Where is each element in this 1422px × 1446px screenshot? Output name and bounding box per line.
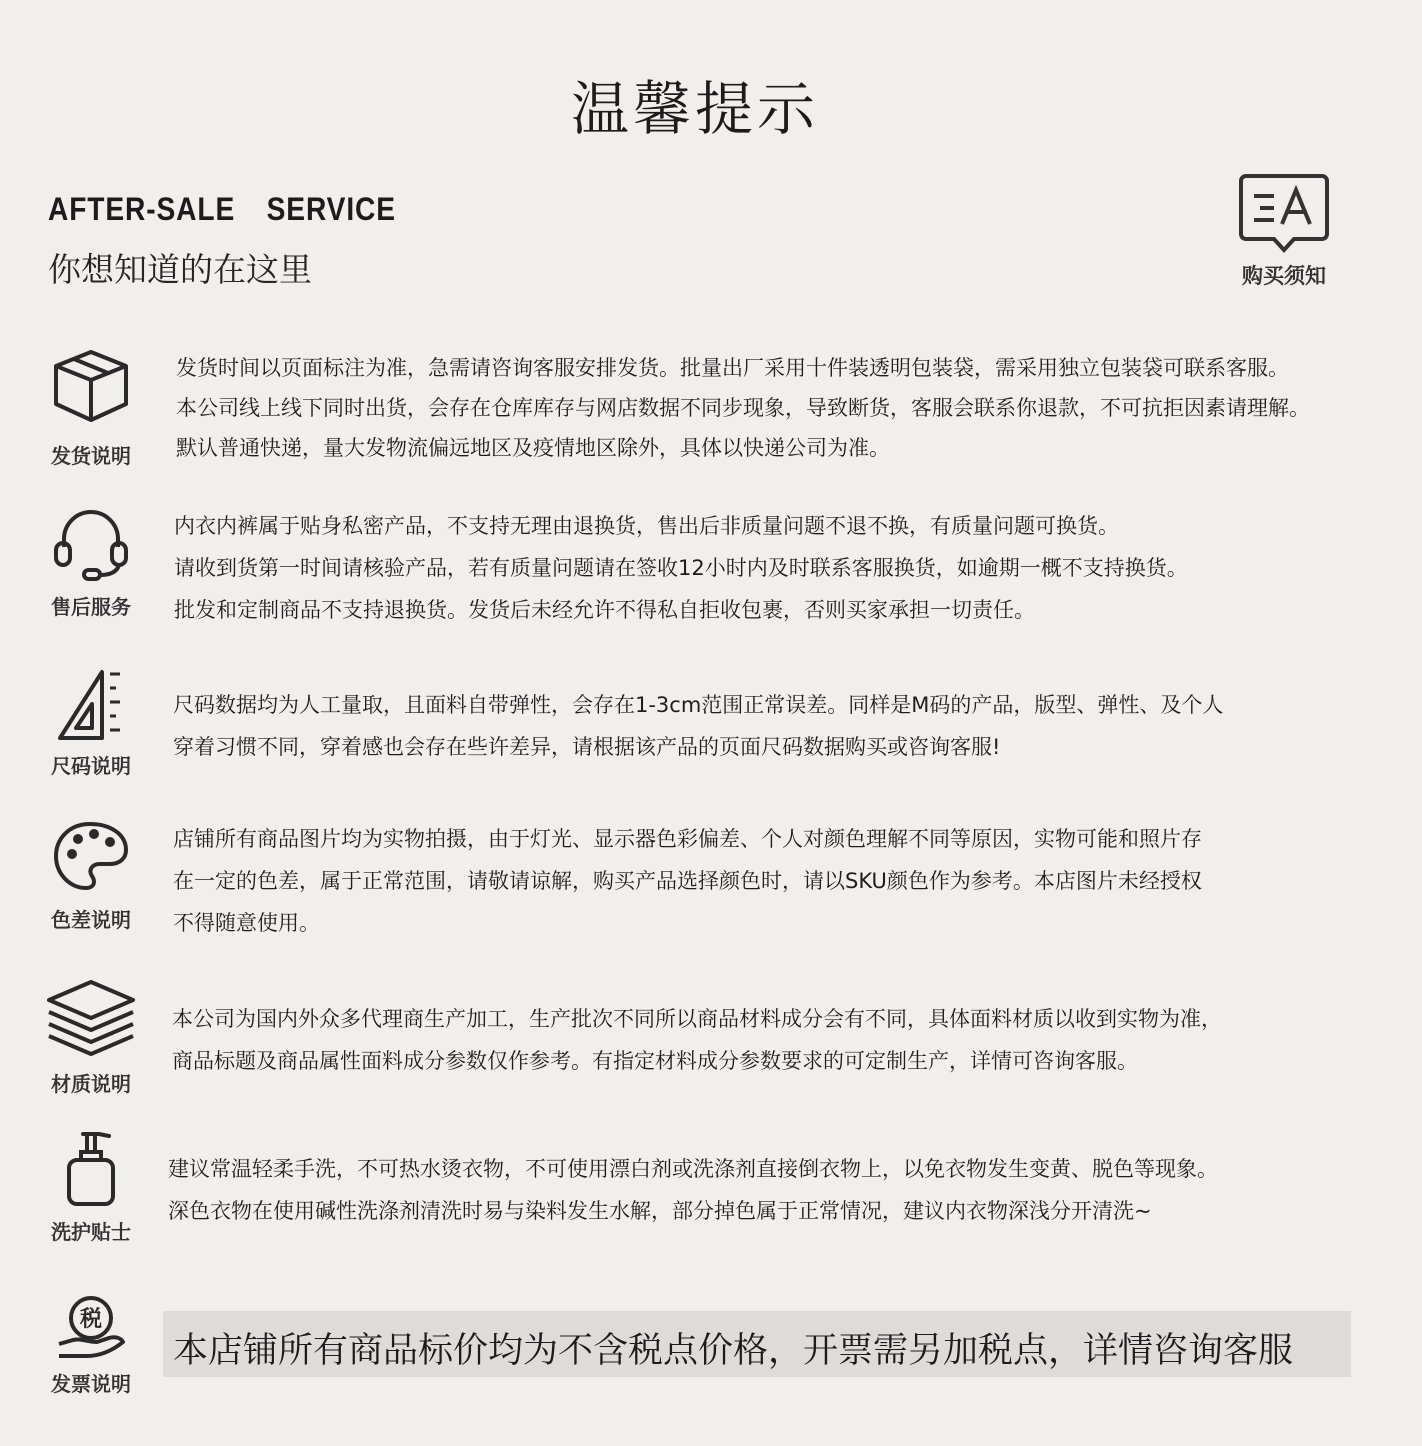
text-line: 不得随意使用。 [173,911,320,935]
text-line: 请收到货第一时间请核验产品，若有质量问题请在签收12小时内及时联系客服换货，如逾期一概不支持换货。 [174,556,1188,580]
section-text [174,505,1188,631]
buy-notice-label: 购买须知 [1242,264,1326,288]
box-icon [50,348,132,424]
english-heading: AFTER-SALE SERVICE [48,191,396,227]
section-label: 洗护贴士 [51,1220,131,1244]
section-text [173,684,1223,768]
section-icon-column [40,1130,142,1244]
text-line: 发货时间以页面标注为准，急需请咨询客服安排发货。批量出厂采用十件装透明包装袋，需采用独立包装袋可联系客服。 [176,356,1289,380]
section-icon-column [40,820,142,932]
section-text [172,998,1222,1082]
chat-bubble-icon [1238,172,1330,254]
text-line: 建议常温轻柔手洗，不可热水烫衣物，不可使用漂白剂或洗涤剂直接倒衣物上，以免衣物发生变黄、脱色等现象。 [168,1157,1218,1181]
section-label: 售后服务 [51,595,131,619]
text-line: 内衣内裤属于贴身私密产品，不支持无理由退换货，售出后非质量问题不退不换，有质量问题可换货。 [174,514,1119,538]
text-line: 店铺所有商品图片均为实物拍摄，由于灯光、显示器色彩偏差、个人对颜色理解不同等原因，实物可能和照片存 [173,827,1202,851]
section-text [173,818,1202,944]
ruler-triangle-icon [56,668,126,742]
section-label: 发货说明 [51,444,131,468]
tax-hand-icon [53,1294,129,1360]
section-icon-column [40,668,142,778]
text-line: 本公司线上线下同时出货，会存在仓库库存与网店数据不同步现象，导致断货，客服会联系你退款，不可抗拒因素请理解。 [176,396,1310,420]
subtitle: 你想知道的在这里 [48,250,312,289]
section-icon-column [40,1294,142,1396]
section-label: 尺码说明 [51,754,131,778]
section-icon-column [40,348,142,468]
palette-icon [52,820,130,892]
section-text [176,348,1310,468]
page-title: 温馨提示 [570,75,819,143]
tax-notice-text: 本店铺所有商品标价均为不含税点价格，开票需另加税点，详情咨询客服 [173,1331,1294,1371]
section-text [168,1148,1218,1232]
section-icon-column [40,507,142,619]
section-icon-column [40,978,142,1096]
tax-notice-banner [163,1311,1351,1377]
text-line: 深色衣物在使用碱性洗涤剂清洗时易与染料发生水解，部分掉色属于正常情况，建议内衣物深浅分开清洗~ [168,1199,1152,1223]
section-label: 色差说明 [51,908,131,932]
text-line: 本公司为国内外众多代理商生产加工，生产批次不同所以商品材料成分会有不同，具体面料材质以收到实物为准， [172,1007,1222,1031]
text-line: 批发和定制商品不支持退换货。发货后未经允许不得私自拒收包裹，否则买家承担一切责任。 [174,598,1035,622]
text-line: 尺码数据均为人工量取，且面料自带弹性，会存在1-3cm范围正常误差。同样是M码的产品，版型、弹性、及个人 [173,693,1224,717]
section-label: 材质说明 [51,1072,131,1096]
layers-icon [45,978,137,1058]
headset-icon [50,507,132,581]
text-line: 在一定的色差，属于正常范围，请敬请谅解，购买产品选择颜色时，请以SKU颜色作为参考。本店图片未经授权 [173,869,1202,893]
text-line: 商品标题及商品属性面料成分参数仅作参考。有指定材料成分参数要求的可定制生产，详情可咨询客服。 [172,1049,1138,1073]
text-line: 默认普通快递，量大发物流偏远地区及疫情地区除外，具体以快递公司为准。 [176,436,890,460]
section-label: 发票说明 [51,1372,131,1396]
buy-notice-badge [1232,172,1336,290]
soap-bottle-icon [61,1130,121,1208]
tax-icon-glyph: 税 [79,1307,103,1332]
text-line: 穿着习惯不同，穿着感也会存在些许差异，请根据该产品的页面尺码数据购买或咨询客服! [173,735,1001,759]
